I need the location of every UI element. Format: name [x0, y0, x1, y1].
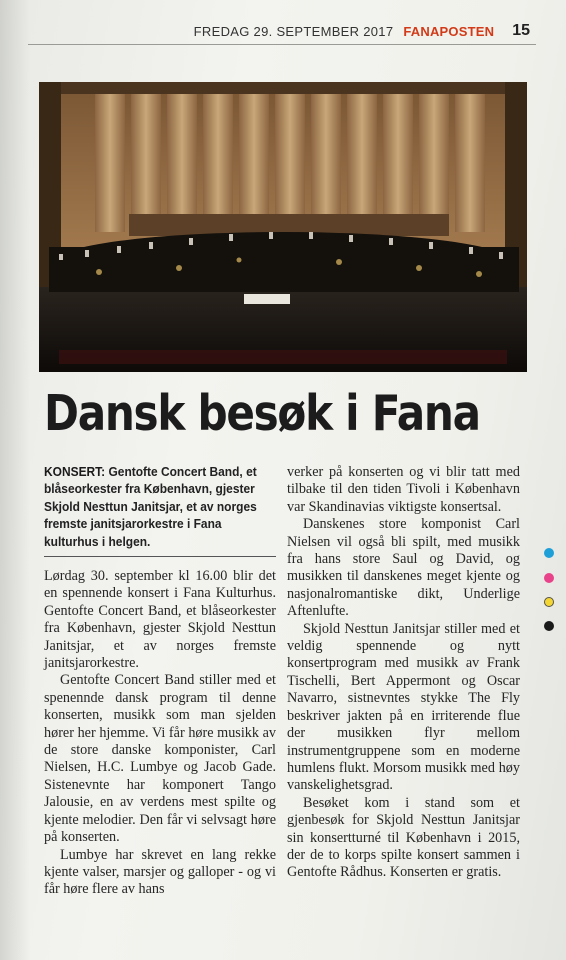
- paragraph: Besøket kom i stand som et gjenbesøk for Skjold Nesttun Janitsjar sin konsertturné til København i 2015, der de to korps spilte konsert sammen i Gentofte Rådhus. Konserten er gratis.: [287, 794, 520, 881]
- cyan-registration-dot: [544, 548, 554, 558]
- concert-photo-illustration: [39, 82, 527, 372]
- article-headline: Dansk besøk i Fana: [44, 385, 480, 442]
- masthead: [194, 20, 530, 42]
- paragraph: verker på konserten og vi blir tatt med tilbake til den tiden Tivoli i København var Skandinavias viktigste konsertsal.: [287, 464, 520, 515]
- lead-divider: [44, 556, 276, 557]
- magenta-registration-dot: [544, 573, 554, 583]
- yellow-registration-dot: [544, 597, 554, 607]
- conductor-podium: [244, 294, 290, 304]
- lead-tag: KONSERT:: [44, 465, 106, 479]
- article-column-right: [287, 464, 520, 882]
- issue-date: FREDAG 29. SEPTEMBER 2017: [193, 23, 394, 39]
- lead-text: Gentofte Concert Band, et blåseorkester fra København, gjester Skjold Nesttun Janitsjar, et av norges fremste janitsjarorkestre i Fana kulturhus i helgen.: [44, 465, 257, 549]
- paragraph: Lumbye har skrevet en lang rekke kjente valser, marsjer og galloper - og vi får høre flere av hans: [44, 846, 276, 898]
- page-shadow: [0, 0, 30, 960]
- concert-band-photo: [39, 82, 527, 372]
- page-number: 15: [512, 22, 530, 39]
- paper-name: FANAPOSTEN: [403, 23, 495, 39]
- paragraph: Lørdag 30. september kl 16.00 blir det en spennende konsert i Fana Kulturhus. Gentofte Concert Band, et blåseorkester fra København, gjester Skjold Nesttun Janitsjar, et av norges fremste janitsjarorkestre.: [44, 568, 276, 672]
- wall-panels: [95, 94, 485, 232]
- article-lead: [44, 464, 264, 551]
- black-registration-dot: [544, 621, 554, 631]
- paragraph: Danskenes store komponist Carl Nielsen vil også bli spilt, med musikk fra hans store Saul og David, og musikken til danskenes meget kjente og nasjonalromantiske dikt, Underlige Aftenlufte.: [287, 516, 520, 620]
- paragraph: Skjold Nesttun Janitsjar stiller med et veldig spennende og nytt konsertprogram med musikk av Frank Tischelli, Bert Appermont og Oscar Navarro, sistnevntes stykke The Fly beskriver jakten på en irriterende flue der musikken flyr mellom instrumentgruppene som en moderne humlens flukt. Morsom musikk med høy vanskelighetsgrad.: [287, 620, 520, 794]
- article-column-left: [44, 568, 276, 899]
- paragraph: Gentofte Concert Band stiller med et spenennde dansk program til denne konserten, musikk som man sjelden hører her hjemme. Vi får høre musikk av de store danske komponister, Carl Nielsen, H.C. Lumbye og Jacob Gade. Sistenevnte har komponert Tango Jalousie, en av verdens mest spilte og kjente melodier. Den får vi selvsagt høre på konserten.: [44, 672, 276, 846]
- header-rule: [28, 44, 536, 45]
